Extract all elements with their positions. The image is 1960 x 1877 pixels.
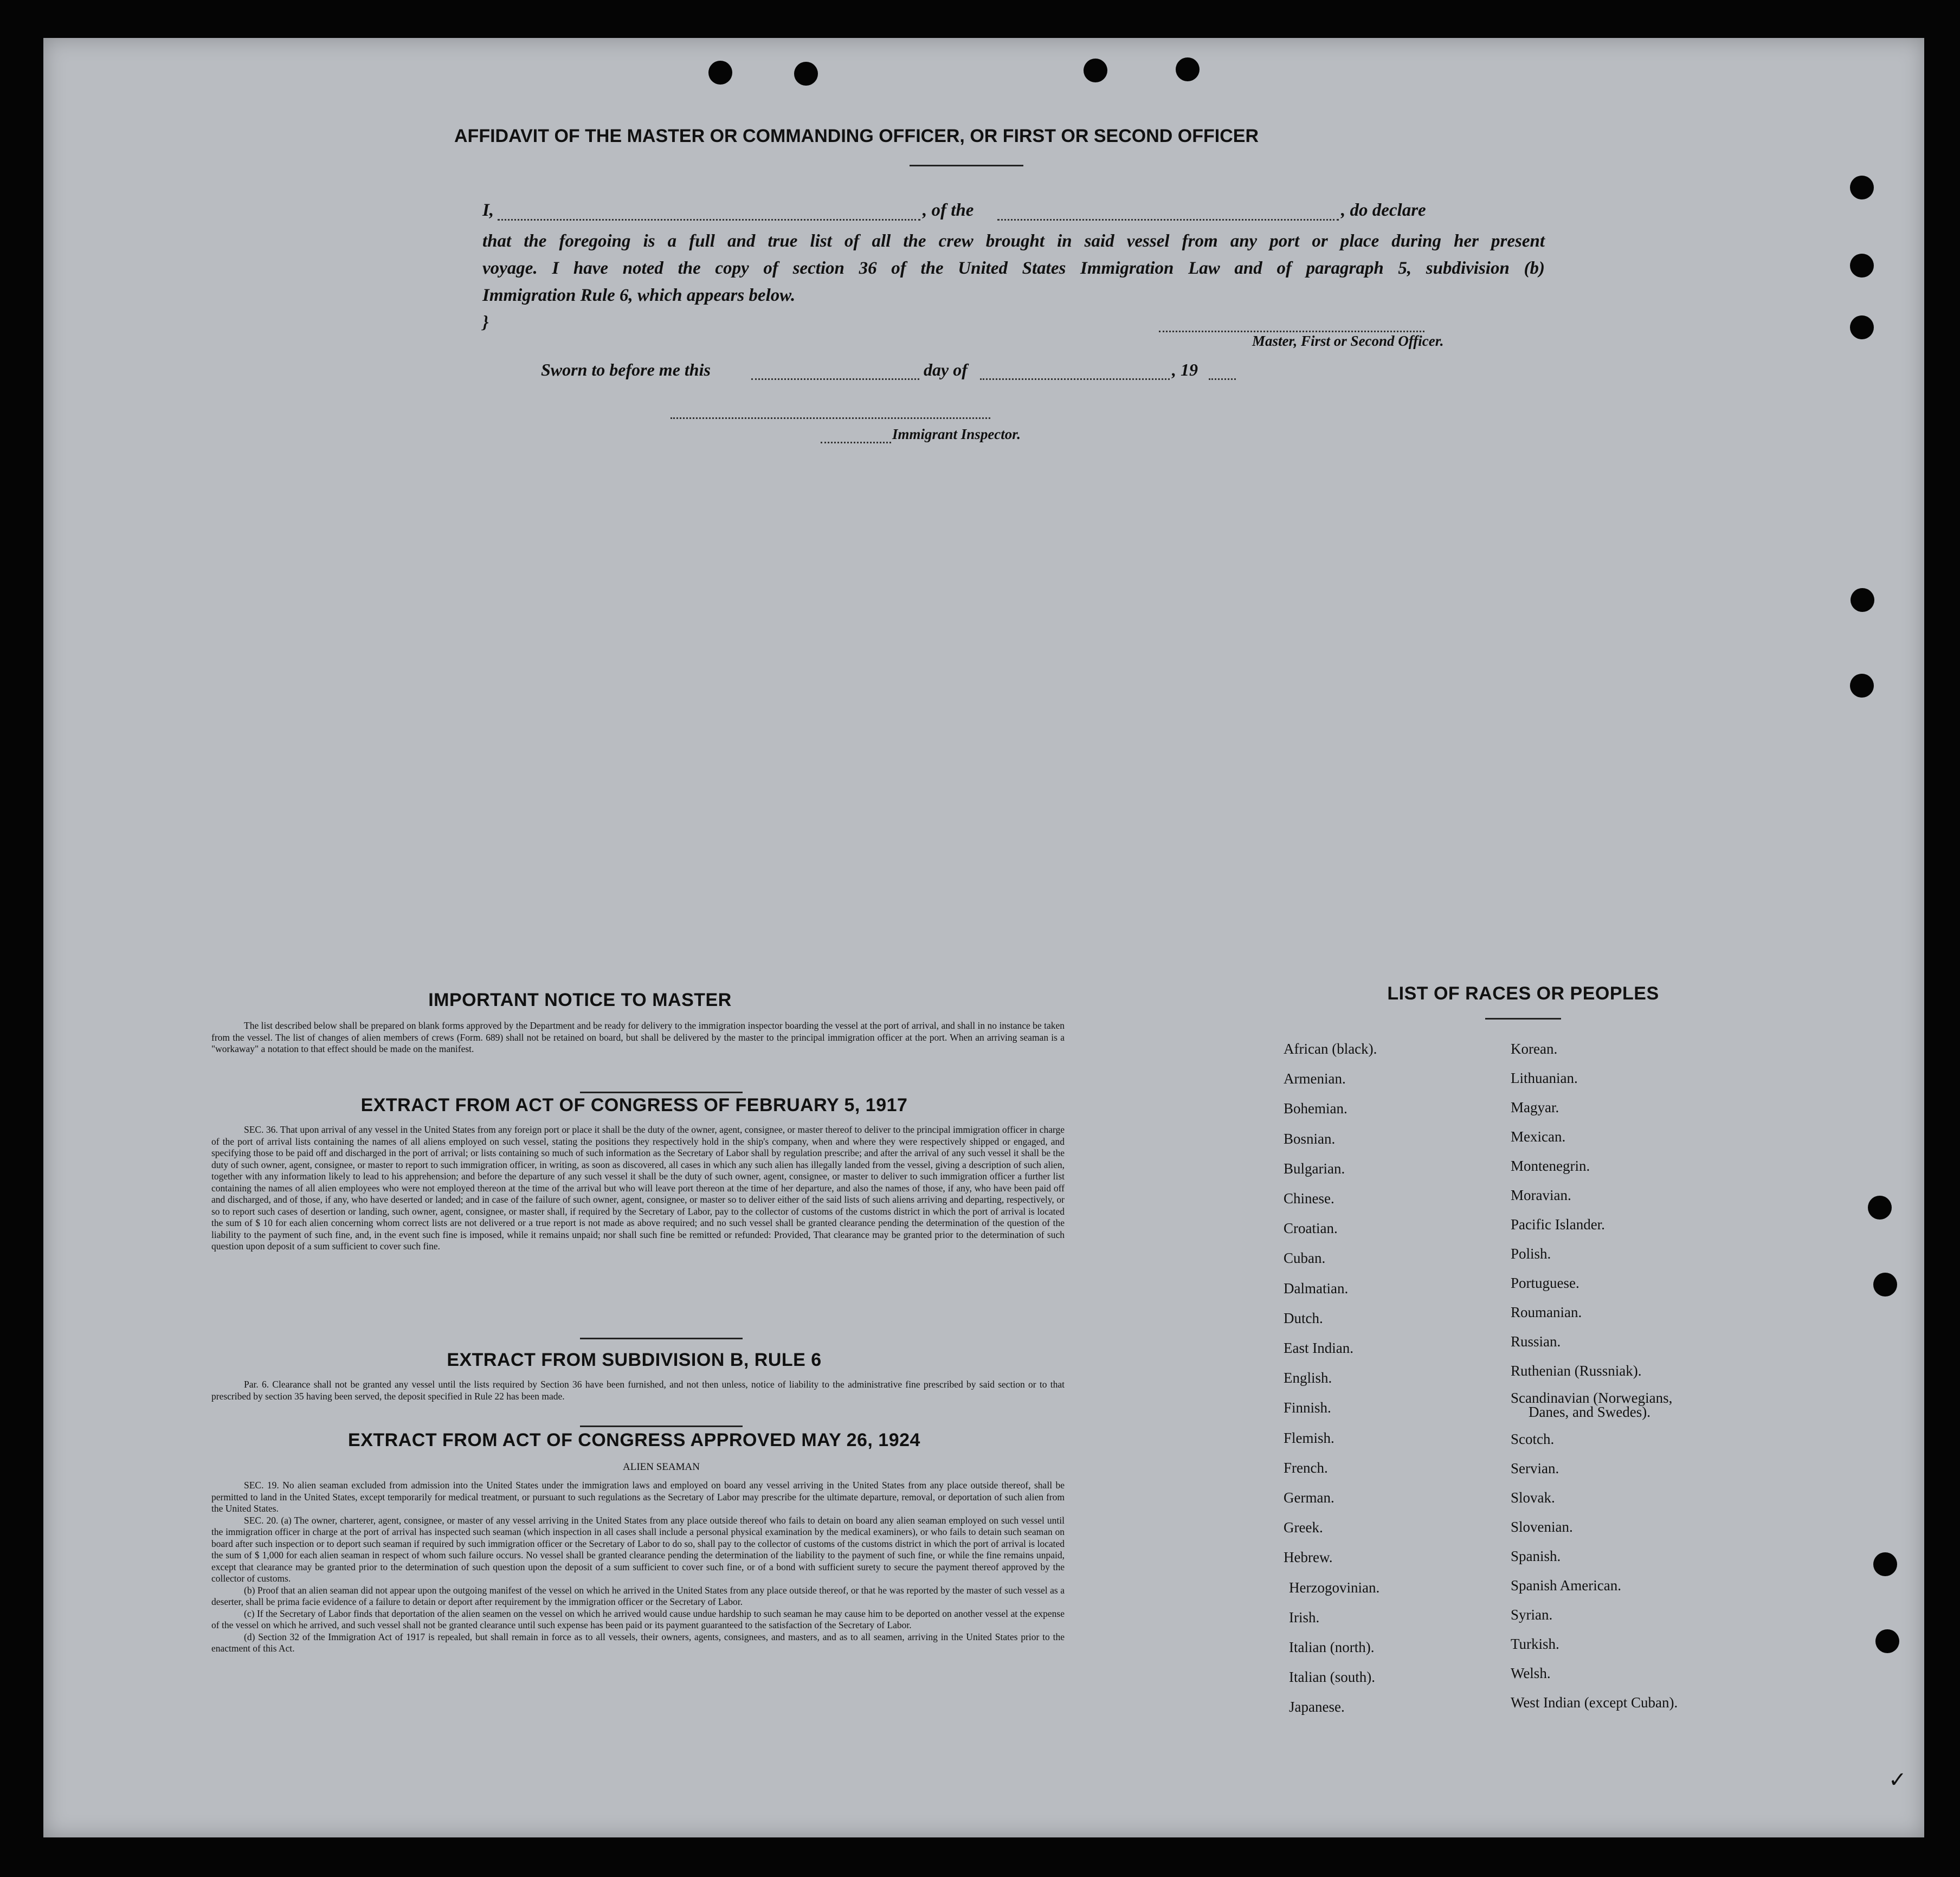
race-item: African (black). xyxy=(1284,1041,1377,1057)
vessel-name-field[interactable] xyxy=(997,219,1339,221)
punch-hole xyxy=(1176,57,1200,81)
affidavit-title: AFFIDAVIT OF THE MASTER OR COMMANDING OFFICER, OR FIRST OR SECOND OFFICER xyxy=(454,126,1259,146)
race-item: Bulgarian. xyxy=(1284,1160,1345,1177)
race-item: Russian. xyxy=(1511,1333,1561,1350)
race-item: Spanish American. xyxy=(1511,1577,1621,1594)
race-item: Slovak. xyxy=(1511,1489,1555,1506)
race-item: Spanish. xyxy=(1511,1548,1561,1564)
race-item: Danes, and Swedes). xyxy=(1529,1404,1650,1420)
race-item: Flemish. xyxy=(1284,1429,1334,1446)
declaration-body: that the foregoing is a full and true list of all the crew brought in said vessel from any port or place during her present voyage. I have noted the copy of section 36 of the United States Immigration Law and of paragraph 5, subdivision (b) Immigration Rule 6, which appears below. } xyxy=(482,228,1545,336)
vessel-prefix: , of the xyxy=(923,201,974,220)
race-item: Welsh. xyxy=(1511,1665,1551,1681)
extract-rule6-title: EXTRACT FROM SUBDIVISION B, RULE 6 xyxy=(447,1350,822,1370)
race-item: Pacific Islander. xyxy=(1511,1216,1605,1233)
race-item: Moravian. xyxy=(1511,1187,1571,1203)
extract-1917-title: EXTRACT FROM ACT OF CONGRESS OF FEBRUARY 5, 1917 xyxy=(360,1095,908,1115)
race-item: French. xyxy=(1284,1459,1328,1476)
sworn-day-field[interactable] xyxy=(751,378,919,380)
race-item: Slovenian. xyxy=(1511,1519,1573,1535)
race-item: Armenian. xyxy=(1284,1070,1346,1087)
extract-1924-title: EXTRACT FROM ACT OF CONGRESS APPROVED MAY 26, 1924 xyxy=(348,1430,920,1450)
inspector-caption-dots xyxy=(821,442,891,443)
race-item: Scandinavian (Norwegians, xyxy=(1511,1390,1673,1406)
race-item: Cuban. xyxy=(1284,1250,1326,1267)
declare-suffix: , do declare xyxy=(1341,201,1426,220)
par-6-paragraph: Par. 6. Clearance shall not be granted any vessel until the lists required by Section 36 have been furnished, and not then unless, notice of liability to the administrative fine prescribed by said section or to that prescribed by section 35 having been served, the deposit specified in Rule 22 has been made. xyxy=(211,1379,1065,1402)
punch-hole xyxy=(1850,315,1874,339)
document-sheet xyxy=(43,38,1924,1837)
race-item: Finnish. xyxy=(1284,1399,1331,1416)
sec-20d-paragraph: (d) Section 32 of the Immigration Act of 1917 is repealed, but shall remain in force as to all vessels, their owners, agents, consignees, and masters, and as to all seamen, arriving in the United States prior to the enactment of this Act. xyxy=(211,1631,1065,1654)
sworn-month-field[interactable] xyxy=(980,378,1170,380)
declarant-name-field[interactable] xyxy=(498,219,920,221)
punch-hole xyxy=(1851,588,1874,612)
race-item: Scotch. xyxy=(1511,1431,1555,1447)
race-item: Hebrew. xyxy=(1284,1549,1333,1566)
sworn-prefix: Sworn to before me this xyxy=(541,360,711,379)
sworn-year-field[interactable] xyxy=(1209,378,1236,380)
punch-hole xyxy=(1873,1273,1897,1297)
race-item: Dutch. xyxy=(1284,1310,1323,1326)
inspector-caption: Immigrant Inspector. xyxy=(892,426,1021,442)
sec-20b-paragraph: (b) Proof that an alien seaman did not appear upon the outgoing manifest of the vessel on which he arrived in the United States from any place outside thereof, or that he was reported by the master of such vessel as a deserter, shall be prima facie evidence of a failure to detain or deport after requirement by the immigration officer or the Secretary of Labor. xyxy=(211,1584,1065,1607)
master-signature-caption: Master, First or Second Officer. xyxy=(1252,333,1444,349)
race-item: Greek. xyxy=(1284,1519,1323,1536)
race-item: Italian (north). xyxy=(1289,1639,1375,1655)
race-item: Irish. xyxy=(1289,1609,1320,1626)
punch-hole xyxy=(794,62,818,86)
race-item: Lithuanian. xyxy=(1511,1070,1578,1086)
punch-hole xyxy=(1850,254,1874,278)
race-item: Chinese. xyxy=(1284,1190,1334,1207)
race-item: Portuguese. xyxy=(1511,1275,1579,1291)
declaration-line-3: voyage. I have noted the copy of section 36 of the United States Immigration Law and of paragraph 5, subdivision (b) xyxy=(482,259,1545,278)
declaration-line-1 xyxy=(482,201,1539,224)
race-item: English. xyxy=(1284,1370,1332,1386)
race-item: East Indian. xyxy=(1284,1340,1353,1356)
declaration-line-2: that the foregoing is a full and true list of all the crew brought in said vessel from any port or place during her present xyxy=(482,231,1545,251)
race-item: Magyar. xyxy=(1511,1099,1559,1115)
race-item: Montenegrin. xyxy=(1511,1158,1590,1174)
extract-rule6-body xyxy=(211,1379,1065,1402)
race-item: Korean. xyxy=(1511,1041,1558,1057)
punch-hole xyxy=(1850,674,1874,698)
punch-hole xyxy=(1868,1196,1892,1220)
punch-hole xyxy=(1850,176,1874,199)
sworn-year-prefix: , 19 xyxy=(1172,360,1198,379)
race-item: Japanese. xyxy=(1289,1699,1345,1715)
race-item: Bosnian. xyxy=(1284,1130,1336,1147)
punch-hole xyxy=(1875,1629,1899,1653)
sec-20a-paragraph: SEC. 20. (a) The owner, charterer, agent, consignee, or master of any vessel arriving in the United States from any place outside thereof who fails to detain on board any alien seaman employed on such vessel until the immigration officer in charge at the port of arrival has inspected such seaman (which inspection in all cases shall include a personal physical examination by the medical examiners), or who fails to detain such seaman on board after such inspection or to deport such seaman if required by such immigration officer or the Secretary of Labor to do so, shall pay to the collector of customs of the customs district in which the port of arrival is located the sum of $ 1,000 for each alien seaman in respect of whom such failure occurs. No vessel shall be granted clearance pending the determination of the liability to the payment of such fine, or while the fine remains unpaid, except that clearance may be granted prior to the determination of such question upon the deposit of a sum sufficient to cover such fine, or of a bond with sufficient surety to secure the payment thereof approved by the collector of customs. xyxy=(211,1514,1065,1584)
check-mark: ✓ xyxy=(1888,1768,1907,1792)
sworn-line xyxy=(541,360,1300,384)
extract-1917-body xyxy=(211,1124,1065,1253)
race-item: Polish. xyxy=(1511,1246,1551,1262)
race-item: Italian (south). xyxy=(1289,1669,1375,1686)
notice-paragraph: The list described below shall be prepared on blank forms approved by the Department and be ready for delivery to the immigration inspector boarding the vessel at the port of arrival, and shall in no instance be taken from the vessel. The list of changes of alien members of crews (Form. 689) shall not be retained on board, but shall be delivered by the master to the principal immigration officer at the port. When an arriving seaman is a "workaway" a notation to that effect should be made on the manifest. xyxy=(211,1020,1065,1054)
race-item: West Indian (except Cuban). xyxy=(1511,1694,1678,1711)
section-divider xyxy=(580,1338,743,1339)
master-signature-field[interactable] xyxy=(1159,331,1424,332)
punch-hole xyxy=(1084,59,1107,82)
inspector-signature-field[interactable] xyxy=(670,417,990,419)
sec-20c-paragraph: (c) If the Secretary of Labor finds that deportation of the alien seamen on the vessel on which he arrived would cause undue hardship to such seaman he may cause him to be deported on another vessel at the expense of the vessel on which he arrived, and such vessel shall not be granted clearance until such expense has been paid or its payment guaranteed to the satisfaction of the Secretary of Labor. xyxy=(211,1608,1065,1630)
races-underline xyxy=(1485,1018,1561,1020)
sec-19-paragraph: SEC. 19. No alien seaman excluded from admission into the United States under the immigration laws and employed on board any vessel arriving in the United States from any place outside thereof, shall be permitted to land in the United States, except temporarily for medical treatment, or pursuant to such regulations as the Secretary of Labor may prescribe for the ultimate departure, removal, or deportation of such alien from the United States. xyxy=(211,1480,1065,1514)
section-divider xyxy=(580,1092,743,1093)
race-item: German. xyxy=(1284,1489,1334,1506)
race-item: Bohemian. xyxy=(1284,1100,1348,1117)
punch-hole xyxy=(1873,1552,1897,1576)
race-item: Herzogovinian. xyxy=(1289,1579,1380,1596)
race-item: Dalmatian. xyxy=(1284,1280,1349,1297)
race-item: Syrian. xyxy=(1511,1607,1553,1623)
sec-36-paragraph: SEC. 36. That upon arrival of any vessel in the United States from any foreign port or place it shall be the duty of the owner, agent, consignee, or master thereof to deliver to the principal immigration officer in charge of the port of arrival lists containing the names of all aliens employed on such vessel, stating the positions they respectively hold in the ship's company, when and where they were respectively shipped or engaged, and specifying those to be paid off and discharged in the port of arrival; or lists containing so much of such information as the Secretary of Labor shall by regulation prescribe; and after the arrival of any such vessel it shall be the duty of such owner, agent, consignee, or master to report to such immigration officer, in writing, as soon as discovered, all cases in which any such alien has illegally landed from the vessel, giving a description of such alien, together with any information likely to lead to his apprehension; and before the departure of any such vessel it shall be the duty of such owner, agent, consignee, or master to deliver to such immigration officer a further list containing the names of all alien employees who were not employed thereon at the time of the arrival but who will leave port thereon at the time of her departure, and also the names of those, if any, who have been paid off and discharged, and of those, if any, who have deserted or landed; and in case of the failure of such owner, agent, consignee, or master so to deliver either of the said lists of such aliens arriving and departing, respectively, or so to report such cases of desertion or landing, such owner, agent, consignee, or master shall, if required by the Secretary of Labor, pay to the collector of customs of the customs district in which the port of arrival is located the sum of $ 10 for each alien concerning whom correct lists are not delivered or a true report is not made as above required; and no such vessel shall be granted clearance pending the determination of the question of the liability to the payment of such fine, and, in the event such fine is imposed, while it remains unpaid; nor shall such fine be remitted or refunded: Provided, That clearance may be granted prior to the determination of such question upon deposit of a sum sufficient to cover such fine. xyxy=(211,1124,1065,1252)
punch-hole xyxy=(708,61,732,85)
race-item: Croatian. xyxy=(1284,1220,1338,1237)
title-underline xyxy=(910,165,1023,166)
declarant-prefix: I, xyxy=(482,201,494,220)
race-item: Turkish. xyxy=(1511,1636,1559,1652)
race-item: Servian. xyxy=(1511,1460,1559,1476)
races-title: LIST OF RACES OR PEOPLES xyxy=(1387,983,1659,1004)
section-divider xyxy=(580,1426,743,1427)
alien-seaman-subtitle: ALIEN SEAMAN xyxy=(623,1461,700,1473)
extract-1924-body xyxy=(211,1480,1065,1655)
sworn-day-of: day of xyxy=(924,360,968,379)
notice-body xyxy=(211,1020,1065,1055)
race-item: Roumanian. xyxy=(1511,1304,1582,1320)
notice-title: IMPORTANT NOTICE TO MASTER xyxy=(428,990,732,1010)
race-item: Ruthenian (Russniak). xyxy=(1511,1363,1642,1379)
race-item: Mexican. xyxy=(1511,1128,1566,1145)
declaration-line-4: Immigration Rule 6, which appears below. xyxy=(482,286,796,305)
